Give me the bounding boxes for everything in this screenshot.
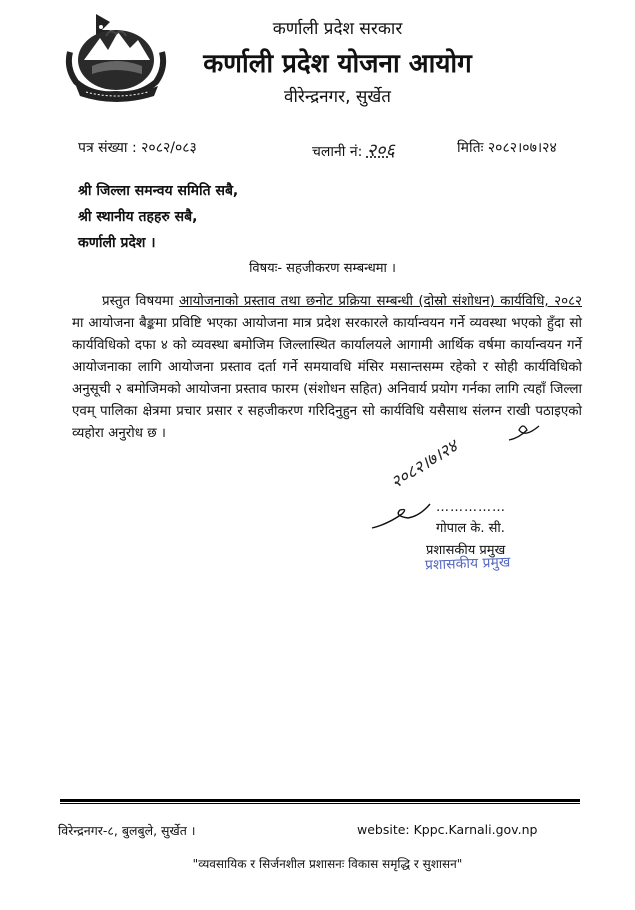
addressee-line: श्री जिल्ला समन्वय समिति सबै, xyxy=(78,183,239,199)
handwritten-date: २०८२।७।२४ xyxy=(387,436,462,493)
signatory-title: प्रशासकीय प्रमुख xyxy=(426,543,506,558)
dispatch-value: २०६ xyxy=(366,140,395,161)
initial-mark-icon xyxy=(505,418,545,448)
reference-number: पत्र संख्या : २०८२/०८३ xyxy=(78,140,197,156)
addressee-line: कर्णाली प्रदेश । xyxy=(78,235,156,251)
body-lead: प्रस्तुत विषयमा xyxy=(102,294,179,309)
office-name: कर्णाली प्रदेश योजना आयोग xyxy=(203,49,472,79)
signatory-name: गोपाल के. सी. xyxy=(436,521,505,536)
dispatch-label: चलानी नं: xyxy=(312,144,363,160)
footer-divider xyxy=(60,799,580,802)
signature-dots: …………… xyxy=(436,500,506,515)
footer-motto: "व्यवसायिक र सिर्जनशील प्रशासनः विकास समृद्धि र सुशासन" xyxy=(192,857,463,871)
official-stamp: प्रशासकीय प्रमुख xyxy=(424,554,511,574)
office-location: वीरेन्द्रनगर, सुर्खेत xyxy=(284,87,391,107)
letter-date: मितिः २०८२।०७।२४ xyxy=(457,140,557,156)
body-underlined-title: आयोजनाको प्रस्ताव तथा छनोट प्रक्रिया सम्बन्धी (दोस्रो संशोधन) कार्यविधि, २०८२ xyxy=(178,294,582,309)
footer-divider-thin xyxy=(60,803,580,804)
letter-subject: विषयः- सहजीकरण सम्बन्धमा । xyxy=(249,261,396,276)
government-name: कर्णाली प्रदेश सरकार xyxy=(272,19,403,39)
footer-address: विरेन्द्रनगर-८, बुलबुले, सुर्खेत । xyxy=(58,823,196,838)
footer-website: website: Kppc.Karnali.gov.np xyxy=(357,822,538,837)
addressee-line: श्री स्थानीय तहहरु सबै, xyxy=(78,209,198,225)
dispatch-number xyxy=(312,138,395,162)
body-rest: मा आयोजना बैङ्कमा प्रविष्टि भएका आयोजना मात्र प्रदेश सरकारले कार्यान्वयन गर्ने व्यवस्था भएको हुँदा सो कार्यविधिको दफा ४ को व्यवस्था बमोजिम जिल्लास्थित कार्यालयले आगामी आर्थिक वर्षमा कार्यान्वयन गर्ने आयोजनाका लागि आयोजना प्रस्ताव दर्ता गर्ने समयावधि मंसिर मसान्तसम्म रहेको र सोही कार्यविधिको अनुसूची २ बमोजिमको आयोजना प्रस्ताव फारम (संशोधन सहित) अनिवार्य प्रयोग गर्नका लागि त्यहाँ जिल्ला एवम् पालिका क्षेत्रमा प्रचार प्रसार र सहजीकरण गरिदिनुहुन सो कार्यविधि यसैसाथ संलग्न राखी पठाइएको व्यहोरा अनुरोध छ । xyxy=(72,316,582,441)
signature-icon xyxy=(368,494,438,534)
